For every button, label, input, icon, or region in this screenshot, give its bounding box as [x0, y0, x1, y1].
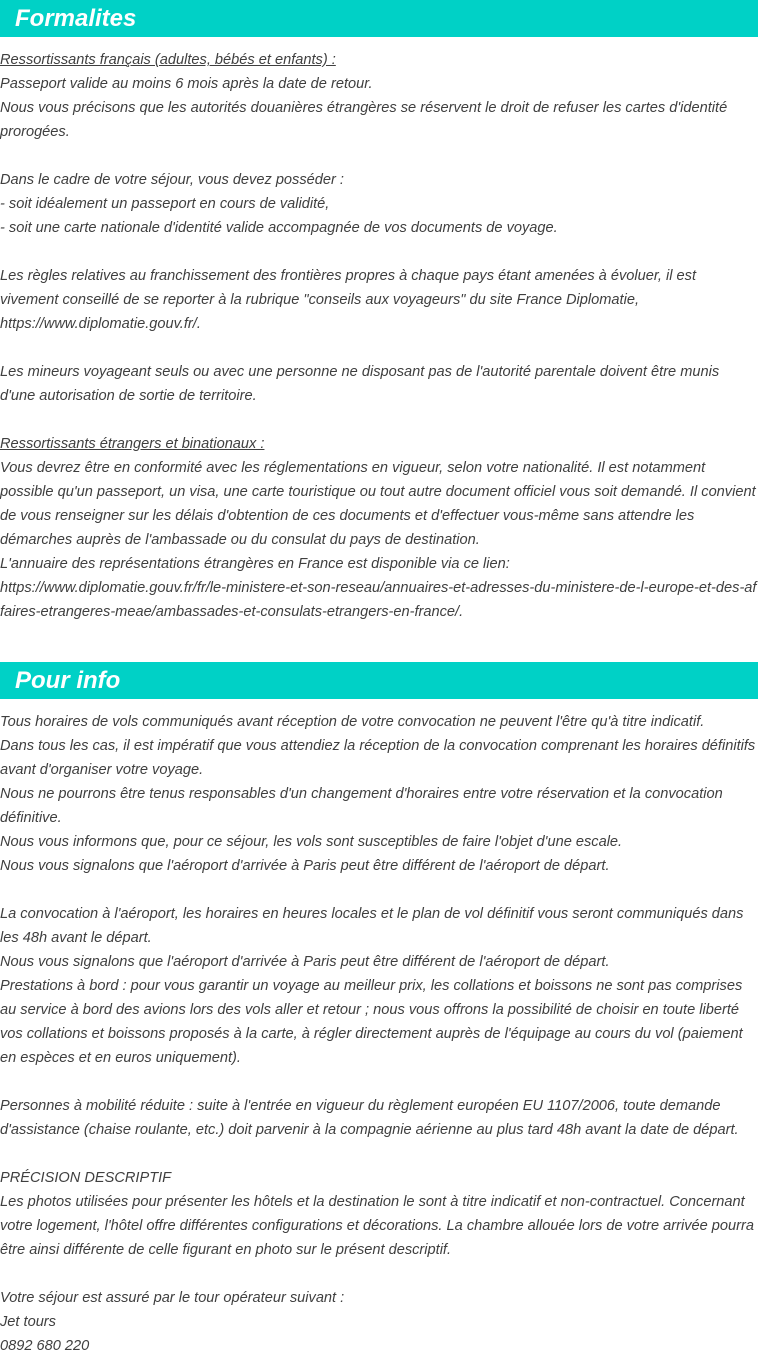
embassy-directory-link[interactable]: https://www.diplomatie.gouv.fr/fr/le-ministere-et-son-reseau/annuaires-et-adresses-du-ministere-de-l-europe-et-des-affaires-etrangeres-meae/ambassades-et-consulats-etrangers-en-france/. [0, 580, 757, 620]
stay-requirement-passport: - soit idéalement un passeport en cours de validité, [0, 196, 330, 212]
airport-notice: Nous vous signalons que l'aéroport d'arrivée à Paris peut être différent de l'aéroport de départ. [0, 858, 610, 874]
formalites-header [0, 0, 758, 37]
reduced-mobility-notice: Personnes à mobilité réduite : suite à l'entrée en vigueur du règlement européen EU 1107/2006, toute demande d'assistance (chaise roulante, etc.) doit parvenir à la compagnie aérienne au plus tard 48h avant la date de départ. [0, 1098, 739, 1138]
info-title: Pour info [15, 667, 121, 694]
diplomatie-link[interactable]: https://www.diplomatie.gouv.fr/. [0, 316, 201, 332]
flight-times-indicative: Tous horaires de vols communiqués avant réception de votre convocation ne peuvent l'être qu'à titre indicatif. [0, 714, 705, 730]
responsibility-notice: Nous ne pourrons être tenus responsables d'un changement d'horaires entre votre réservation et la convocation définitive. [0, 786, 723, 826]
stay-requirement-intro: Dans le cadre de votre séjour, vous devez posséder : [0, 172, 344, 188]
info-header [0, 662, 758, 699]
await-convocation: Dans tous les cas, il est impératif que vous attendiez la réception de la convocation comprenant les horaires définitifs avant d'organiser votre voyage. [0, 738, 756, 778]
id-card-notice: Nous vous précisons que les autorités douanières étrangères se réservent le droit de refuser les cartes d'identité prorogées. [0, 100, 728, 140]
formalites-title: Formalites [15, 5, 137, 32]
precision-text: Les photos utilisées pour présenter les hôtels et la destination le sont à titre indicatif et non-contractuel. Concernant votre logement, l'hôtel offre différentes configurations et décorations. La chambre allouée lors de votre arrivée pourra être ainsi différente de celle figurant en photo sur le présent descriptif. [0, 1194, 754, 1258]
operator-intro: Votre séjour est assuré par le tour opérateur suivant : [0, 1290, 345, 1306]
minors-notice: Les mineurs voyageant seuls ou avec une personne ne disposant pas de l'autorité parentale doivent être munis d'une autorisation de sortie de territoire. [0, 364, 720, 404]
passport-requirement: Passeport valide au moins 6 mois après la date de retour. [0, 76, 373, 92]
airport-notice-repeat: Nous vous signalons que l'aéroport d'arrivée à Paris peut être différent de l'aéroport de départ. [0, 954, 610, 970]
convocation-timing: La convocation à l'aéroport, les horaires en heures locales et le plan de vol définitif vous seront communiqués dans les 48h avant le départ. [0, 906, 744, 946]
stay-requirement-idcard: - soit une carte nationale d'identité valide accompagnée de vos documents de voyage. [0, 220, 558, 236]
foreign-nationals-heading: Ressortissants étrangers et binationaux : [0, 436, 265, 452]
onboard-services: Prestations à bord : pour vous garantir un voyage au meilleur prix, les collations et boissons ne sont pas comprises au service à bord des avions lors des vols aller et retour ; nous vous offrons la possibilité de choisir en toute liberté vos collations et boissons proposés à la carte, à régler directement auprès de l'équipage au cours du vol (paiement en espèces et en euros uniquement). [0, 978, 743, 1066]
directory-text: L'annuaire des représentations étrangères en France est disponible via ce lien: [0, 556, 510, 572]
operator-name: Jet tours [0, 1314, 56, 1330]
french-nationals-heading: Ressortissants français (adultes, bébés et enfants) : [0, 52, 336, 68]
precision-heading: PRÉCISION DESCRIPTIF [0, 1170, 172, 1186]
info-section [0, 699, 758, 1358]
foreign-nationals-text: Vous devrez être en conformité avec les réglementations en vigueur, selon votre nationalité. Il est notamment possible qu'un passeport, un visa, une carte touristique ou tout autre document officiel vous soit demandé. Il convient de vous renseigner sur les délais d'obtention de ces documents et d'effectuer vous-même sans attendre les démarches auprès de l'ambassade ou du consulat du pays de destination. [0, 460, 756, 548]
border-rules-text: Les règles relatives au franchissement des frontières propres à chaque pays étant amenées à évoluer, il est vivement conseillé de se reporter à la rubrique "conseils aux voyageurs" du site France Diplomatie, [0, 268, 697, 308]
formalites-section [0, 37, 758, 624]
operator-phone: 0892 680 220 [0, 1338, 90, 1354]
stopover-notice: Nous vous informons que, pour ce séjour, les vols sont susceptibles de faire l'objet d'une escale. [0, 834, 623, 850]
